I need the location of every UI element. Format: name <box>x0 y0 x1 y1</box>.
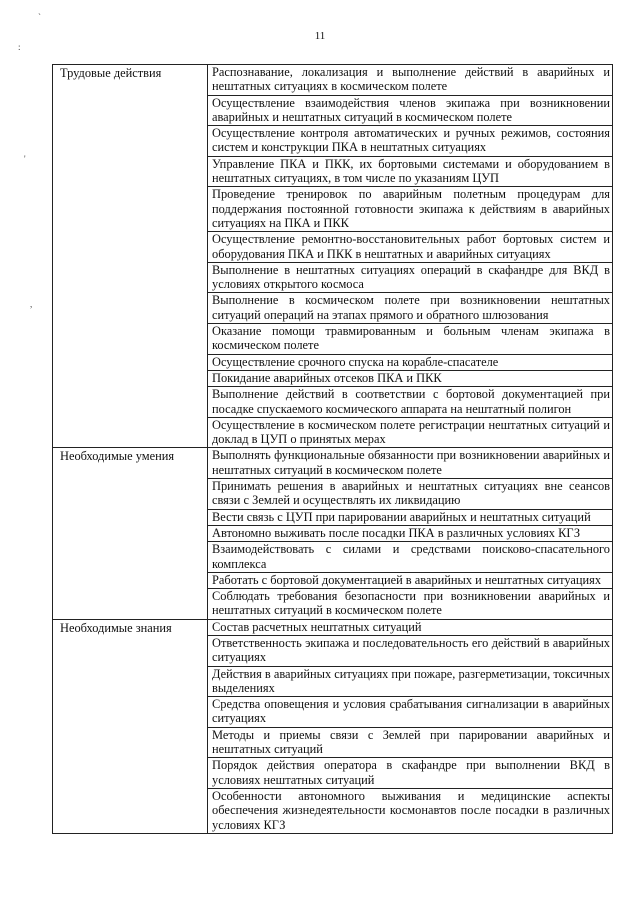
requirement-item: Осуществление ремонтно-восстановительных работ бортовых систем и оборудования ПКА и ПКК в нештатных и аварийных ситуациях <box>208 232 613 263</box>
table-row <box>53 448 613 479</box>
requirement-item: Автономно выживать после посадки ПКА в различных условиях КГЗ <box>208 525 613 541</box>
requirement-item: Действия в аварийных ситуациях при пожаре, разгерметизации, токсичных выделениях <box>208 666 613 697</box>
requirement-item: Осуществление в космическом полете регистрации нештатных ситуаций и доклад в ЦУП о принятых мерах <box>208 417 613 448</box>
requirement-item: Порядок действия оператора в скафандре при выполнении ВКД в условиях нештатных ситуаций <box>208 758 613 789</box>
requirement-item: Работать с бортовой документацией в аварийных и нештатных ситуациях <box>208 572 613 588</box>
section-title: Необходимые умения <box>53 448 208 619</box>
requirement-item: Выполнение в космическом полете при возникновении нештатных ситуаций операций на этапах прямого и обратного шлюзования <box>208 293 613 324</box>
requirement-item: Выполнение действий в соответствии с бортовой документацией при посадке спускаемого космического аппарата на нештатный полигон <box>208 387 613 418</box>
requirement-item: Осуществление взаимодействия членов экипажа при возникновении аварийных и нештатных ситуаций в космическом полете <box>208 95 613 126</box>
requirement-item: Методы и приемы связи с Землей при парировании аварийных и нештатных ситуаций <box>208 727 613 758</box>
requirement-item: Покидание аварийных отсеков ПКА и ПКК <box>208 370 613 386</box>
margin-mark: ` <box>38 12 41 22</box>
margin-mark: : <box>18 42 21 52</box>
margin-mark: , <box>30 299 33 309</box>
requirement-item: Управление ПКА и ПКК, их бортовыми системами и оборудованием в нештатных ситуациях, в том числе по указаниям ЦУП <box>208 156 613 187</box>
requirement-item: Выполнение в нештатных ситуациях операций в скафандре для ВКД в условиях открытого космоса <box>208 262 613 293</box>
table-row <box>53 619 613 635</box>
requirement-item: Распознавание, локализация и выполнение действий в аварийных и нештатных ситуациях в космическом полете <box>208 65 613 96</box>
page-number: 11 <box>314 30 326 42</box>
requirement-item: Выполнять функциональные обязанности при возникновении аварийных и нештатных ситуаций в космическом полете <box>208 448 613 479</box>
requirement-item: Оказание помощи травмированным и больным членам экипажа в космическом полете <box>208 324 613 355</box>
requirement-item: Ответственность экипажа и последовательность его действий в аварийных ситуациях <box>208 635 613 666</box>
requirement-item: Проведение тренировок по аварийным полетным процедурам для поддержания постоянной готовности экипажа к действиям в аварийных ситуациях на ПКА и ПКК <box>208 187 613 232</box>
competency-table <box>52 64 613 834</box>
section-title: Необходимые знания <box>53 619 208 833</box>
table-row <box>53 65 613 96</box>
section-title: Трудовые действия <box>53 65 208 448</box>
requirement-item: Средства оповещения и условия срабатывания сигнализации в аварийных ситуациях <box>208 697 613 728</box>
requirement-item: Состав расчетных нештатных ситуаций <box>208 619 613 635</box>
requirement-item: Принимать решения в аварийных и нештатных ситуациях вне сеансов связи с Землей и осуществлять их ликвидацию <box>208 479 613 510</box>
competency-table-body <box>53 65 613 834</box>
requirement-item: Вести связь с ЦУП при парировании аварийных и нештатных ситуаций <box>208 509 613 525</box>
requirement-item: Осуществление срочного спуска на корабле-спасателе <box>208 354 613 370</box>
requirement-item: Особенности автономного выживания и медицинские аспекты обеспечения жизнедеятельности космонавтов после посадки в различных условиях КГЗ <box>208 788 613 833</box>
requirement-item: Взаимодействовать с силами и средствами поисково-спасательного комплекса <box>208 542 613 573</box>
requirement-item: Соблюдать требования безопасности при возникновении аварийных и нештатных ситуаций в космическом полете <box>208 589 613 620</box>
margin-mark: ' <box>24 154 26 164</box>
requirement-item: Осуществление контроля автоматических и ручных режимов, состояния систем и конструкции ПКА в нештатных ситуациях <box>208 126 613 157</box>
